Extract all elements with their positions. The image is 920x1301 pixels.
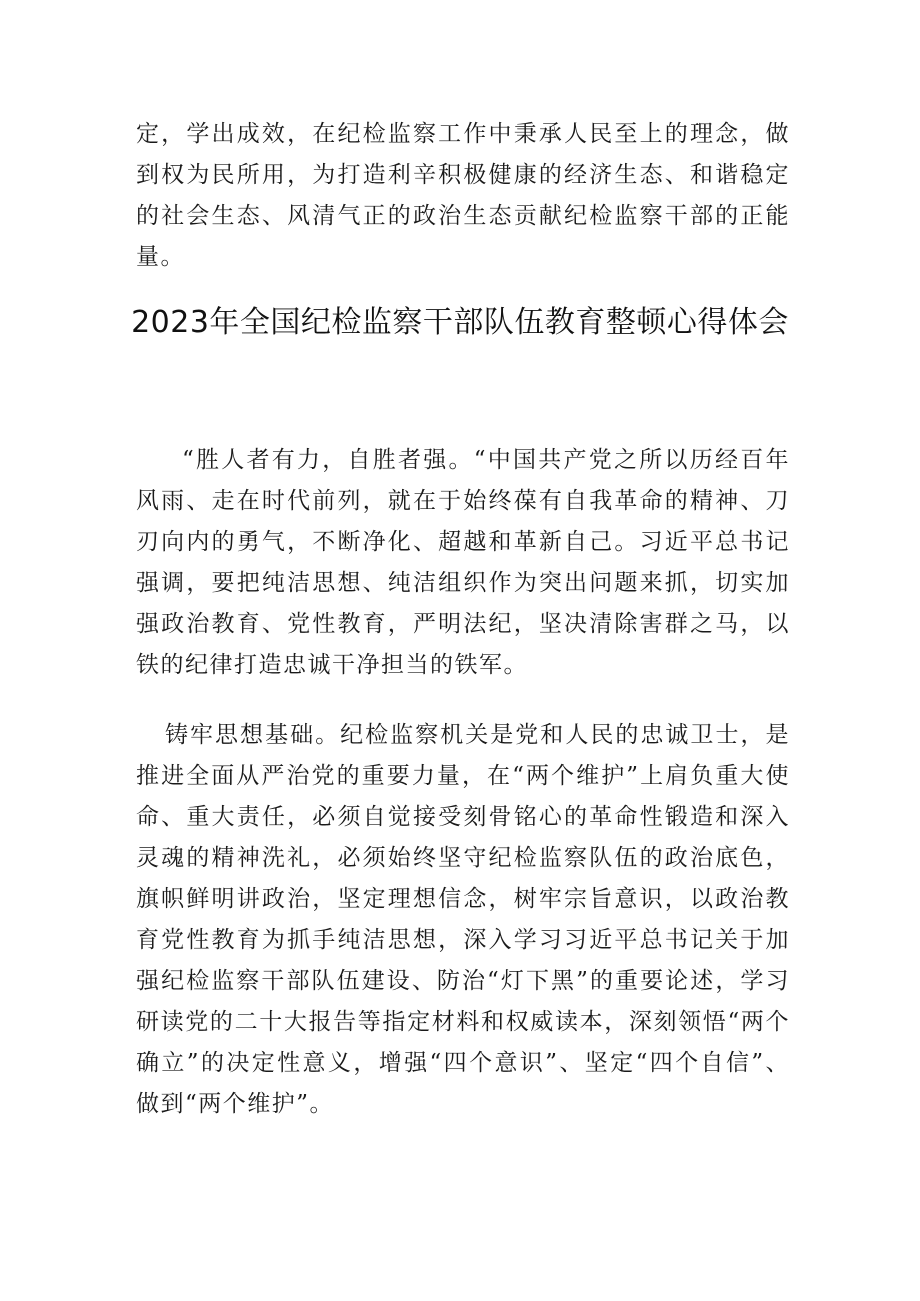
- body-paragraph-1: “胜人者有力，自胜者强。“中国共产党之所以历经百年风雨、走在时代前列，就在于始终葆有自我革命的精神、刀刃向内的勇气，不断净化、超越和革新自己。习近平总书记强调，要把纯洁思想、纯洁组织作为突出问题来抓，切实加强政治教育、党性教育，严明法纪，坚决清除害群之马，以铁的纪律打造忠诚干净担当的铁军。: [136, 447, 790, 678]
- intro-paragraph: 定，学出成效，在纪检监察工作中秉承人民至上的理念，做到权为民所用，为打造利辛积极健康的经济生态、和谐稳定的社会生态、风清气正的政治生态贡献纪检监察干部的正能量。: [136, 121, 790, 270]
- document-title: 2023年全国纪检监察干部队伍教育整顿心得体会: [131, 305, 789, 340]
- body-paragraph-2: 铸牢思想基础。纪检监察机关是党和人民的忠诚卫士，是推进全面从严治党的重要力量，在“两个维护”上肩负重大使命、重大责任，必须自觉接受刻骨铭心的革命性锻造和深入灵魂的精神洗礼，必须始终坚守纪检监察队伍的政治底色，旗帜鲜明讲政治，坚定理想信念，树牢宗旨意识，以政治教育党性教育为抓手纯洁思想，深入学习习近平总书记关于加强纪检监察干部队伍建设、防治“灯下黑”的重要论述，学习研读党的二十大报告等指定材料和权威读本，深刻领悟“两个确立”的决定性意义，增强“四个意识”、坚定“四个自信”、做到“两个维护”。: [136, 722, 790, 1117]
